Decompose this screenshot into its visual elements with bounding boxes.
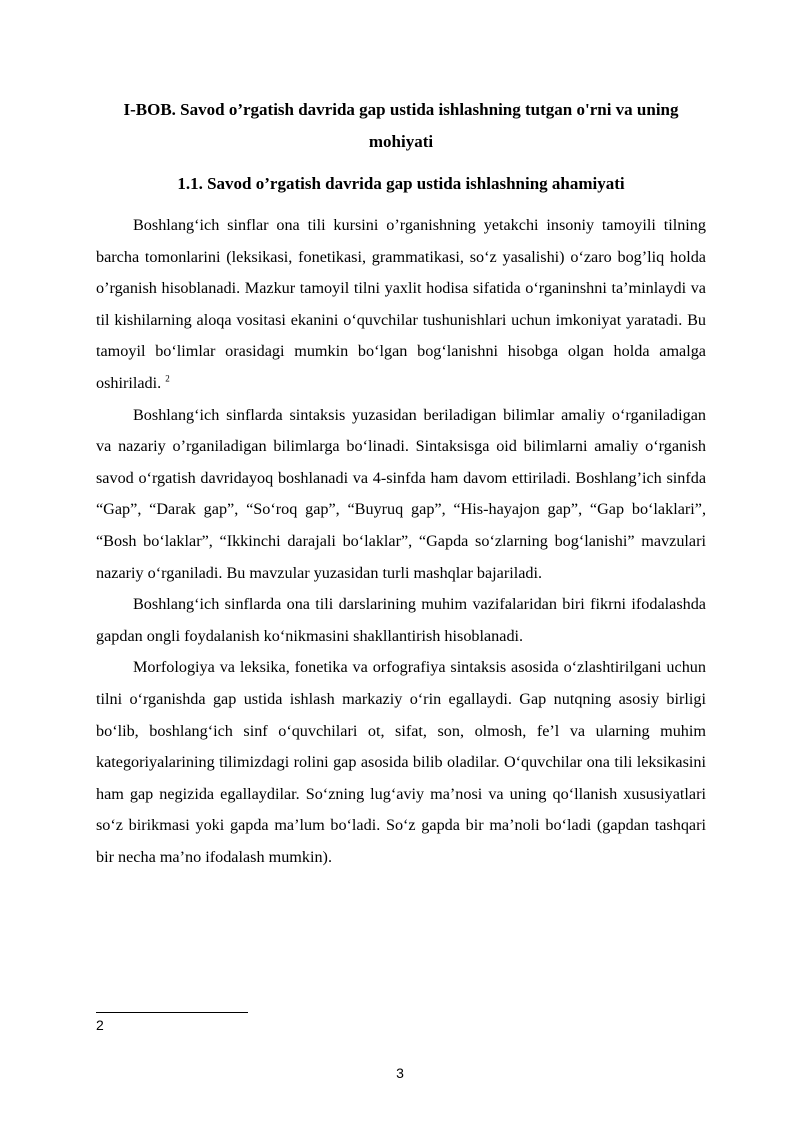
chapter-title: I-BOB. Savod o’rgatish davrida gap ustida ishlashning tutgan o'rni va uning mohiyati [123, 100, 679, 151]
footnote-divider [96, 1012, 248, 1013]
paragraph: Boshlang‘ich sinflarda sintaksis yuzasidan beriladigan bilimlar amaliy o‘rganiladigan va nazariy o’rganiladigan bilimlarga bo‘linadi. Sintaksisga oid bilimlarni amaliy o‘rganish savod o‘rgatish davridayoq boshlanadi va 4-sinfda ham davom ettiriladi. Boshlang’ich sinfda “Gap”, “Darak gap”, “So‘roq gap”, “Buyruq gap”, “His-hayajon gap”, “Gap bo‘laklari”, “Bosh bo‘laklar”, “Ikkinchi darajali bo‘laklar”, “Gapda so‘zlarning bog‘lanishi” mavzulari nazariy o‘rganiladi. Bu mavzular yuzasidan turli mashqlar bajariladi. [96, 405, 706, 582]
paragraph: Morfologiya va leksika, fonetika va orfografiya sintaksis asosida o‘zlashtirilgani uchun tilni o‘rganishda gap ustida ishlash markaziy o‘rin egallaydi. Gap nutqning asosiy birligi bo‘lib, boshlang‘ich sinf o‘quvchilari ot, sifat, son, olmosh, fe’l va ularning muhim kategoriyalarining tilimizdagi rolini gap asosida bilib oladilar. O‘quvchilar ona tili leksikasini ham gap negizida egallaydilar. So‘zning lug‘aviy ma’nosi va uning qo‘llanish xususiyatlari so‘z birikmasi yoki gapda ma’lum bo‘ladi. So‘z gapda bir ma’noli bo‘ladi (gapdan tashqari bir necha ma’no ifodalash mumkin). [96, 658, 706, 866]
footnote-number: 2 [96, 1017, 104, 1033]
footnote-reference[interactable]: 2 [165, 373, 170, 384]
body-text [96, 210, 706, 873]
paragraph-text: Boshlang‘ich sinflar ona tili kursini o’rganishning yetakchi insoniy tamoyili tilning barcha tomonlarini (leksikasi, fonetikasi, grammatikasi, so‘z yasalishi) o‘zaro bog’liq holda o’rganish hisoblanadi. Mazkur tamoyil tilni yaxlit hodisa sifatida o‘rganinshni ta’minlaydi va til kishilarning aloqa vositasi ekanini o‘quvchilar tushunishlari uchun imkoniyat yaratadi. Bu tamoyil bo‘limlar orasidagi mumkin bo‘lgan bog‘lanishni hisobga olgan holda amalga oshiriladi. [96, 216, 706, 392]
paragraph [96, 210, 706, 400]
section-title: 1.1. Savod o’rgatish davrida gap ustida ishlashning ahamiyati [177, 174, 625, 193]
paragraph: Boshlang‘ich sinflarda ona tili darslarining muhim vazifalaridan biri fikrni ifodalashda gapdan ongli foydalanish ko‘nikmasini shakllantirish hisoblanadi. [96, 595, 706, 645]
page-number: 3 [396, 1065, 404, 1081]
